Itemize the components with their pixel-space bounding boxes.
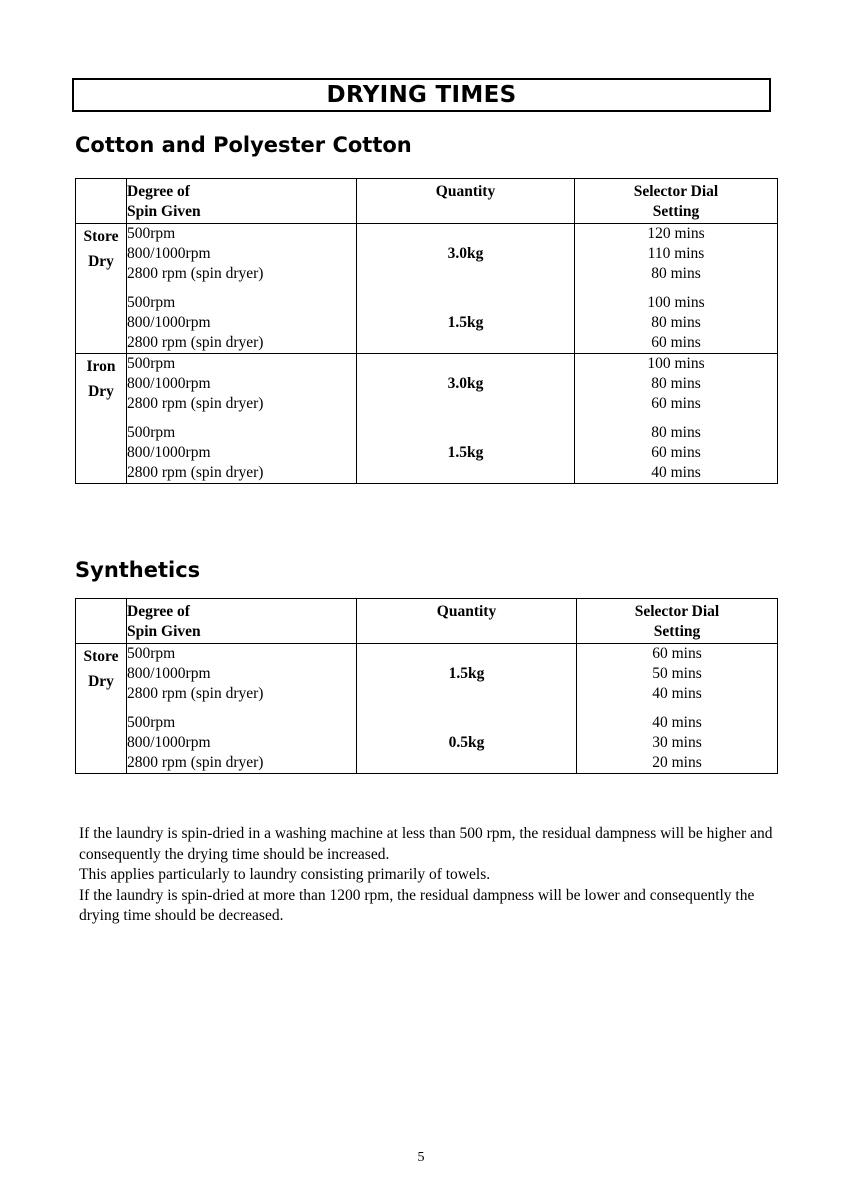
time-value: 40 mins: [652, 714, 702, 731]
time-value: 40 mins: [651, 464, 701, 481]
spin-cell: [127, 354, 357, 484]
table-header-row: [76, 179, 778, 224]
spin-value: 800/1000rpm: [127, 444, 211, 461]
spin-value: 800/1000rpm: [127, 665, 211, 682]
spin-value: 2800 rpm (spin dryer): [127, 395, 264, 412]
header-spin-line1: Degree of: [127, 183, 190, 200]
notes-block: [79, 824, 779, 927]
spin-value: 800/1000rpm: [127, 375, 211, 392]
header-blank: [76, 599, 127, 644]
quantity-value: 3.0kg: [447, 375, 484, 392]
spin-value: 2800 rpm (spin dryer): [127, 754, 264, 771]
spin-value: 500rpm: [127, 355, 176, 372]
time-value: 80 mins: [651, 424, 701, 441]
spin-value: 800/1000rpm: [127, 314, 211, 331]
synthetics-drying-table: [75, 598, 778, 774]
header-degree-of-spin: [127, 599, 357, 644]
header-selector-dial: [575, 179, 778, 224]
spin-value: 2800 rpm (spin dryer): [127, 464, 264, 481]
quantity-value: 1.5kg: [447, 314, 484, 331]
page-number: 5: [417, 1150, 425, 1165]
row-label-store-dry: [76, 644, 127, 774]
header-selector-line1: Selector Dial: [634, 603, 720, 620]
time-value: 100 mins: [647, 294, 705, 311]
spin-value: 800/1000rpm: [127, 245, 211, 262]
table-row-iron-dry: [76, 354, 778, 484]
spin-value: 500rpm: [127, 294, 176, 311]
section-heading-cotton: Cotton and Polyester Cotton: [75, 133, 412, 157]
time-value: 120 mins: [647, 225, 705, 242]
header-spin-line1: Degree of: [127, 603, 190, 620]
time-value: 80 mins: [651, 314, 701, 331]
header-selector-line1: Selector Dial: [633, 183, 719, 200]
quantity-value: 3.0kg: [447, 245, 484, 262]
setting-cell: [577, 644, 778, 774]
time-value: 50 mins: [652, 665, 702, 682]
table-header-row: [76, 599, 778, 644]
time-value: 40 mins: [652, 685, 702, 702]
time-value: 100 mins: [647, 355, 705, 372]
spin-cell: [127, 644, 357, 774]
quantity-cell: [357, 644, 577, 774]
row-label-store-dry: [76, 224, 127, 354]
note-paragraph: If the laundry is spin-dried in a washing machine at less than 500 rpm, the residual dampness will be higher and consequently the drying time should be increased.: [79, 825, 773, 863]
time-value: 60 mins: [651, 395, 701, 412]
row-label-line2: Dry: [88, 383, 114, 400]
row-label-line1: Iron: [86, 358, 116, 375]
time-value: 20 mins: [652, 754, 702, 771]
header-selector-line2: Setting: [652, 203, 700, 220]
header-spin-line2: Spin Given: [127, 623, 201, 640]
header-spin-line2: Spin Given: [127, 203, 201, 220]
header-selector-line2: Setting: [653, 623, 701, 640]
time-value: 60 mins: [651, 444, 701, 461]
time-value: 80 mins: [651, 265, 701, 282]
row-label-line2: Dry: [88, 253, 114, 270]
time-value: 110 mins: [647, 245, 705, 262]
spin-value: 500rpm: [127, 225, 176, 242]
quantity-value: 1.5kg: [448, 665, 485, 682]
spin-value: 500rpm: [127, 424, 176, 441]
time-value: 80 mins: [651, 375, 701, 392]
spin-value: 500rpm: [127, 714, 176, 731]
spin-value: 2800 rpm (spin dryer): [127, 265, 264, 282]
setting-cell: [575, 354, 778, 484]
spin-cell: [127, 224, 357, 354]
section-heading-synthetics: Synthetics: [75, 558, 201, 582]
table-row-store-dry: [76, 224, 778, 354]
spin-value: 500rpm: [127, 645, 176, 662]
page-title: DRYING TIMES: [72, 78, 771, 112]
quantity-value: 1.5kg: [447, 444, 484, 461]
setting-cell: [575, 224, 778, 354]
quantity-cell: [357, 224, 575, 354]
header-quantity: Quantity: [357, 599, 577, 644]
time-value: 30 mins: [652, 734, 702, 751]
row-label-line2: Dry: [88, 673, 114, 690]
header-selector-dial: [577, 599, 778, 644]
header-blank: [76, 179, 127, 224]
row-label-line1: Store: [83, 648, 119, 665]
note-paragraph: This applies particularly to laundry consisting primarily of towels.: [79, 866, 491, 883]
spin-value: 2800 rpm (spin dryer): [127, 334, 264, 351]
note-paragraph: If the laundry is spin-dried at more than 1200 rpm, the residual dampness will be lower and consequently the drying time should be decreased.: [79, 886, 755, 924]
quantity-value: 0.5kg: [448, 734, 485, 751]
time-value: 60 mins: [652, 645, 702, 662]
time-value: 60 mins: [651, 334, 701, 351]
header-degree-of-spin: [127, 179, 357, 224]
quantity-cell: [357, 354, 575, 484]
row-label-line1: Store: [83, 228, 119, 245]
header-quantity: Quantity: [357, 179, 575, 224]
spin-value: 2800 rpm (spin dryer): [127, 685, 264, 702]
spin-value: 800/1000rpm: [127, 734, 211, 751]
cotton-drying-table: [75, 178, 778, 484]
table-row-store-dry: [76, 644, 778, 774]
row-label-iron-dry: [76, 354, 127, 484]
